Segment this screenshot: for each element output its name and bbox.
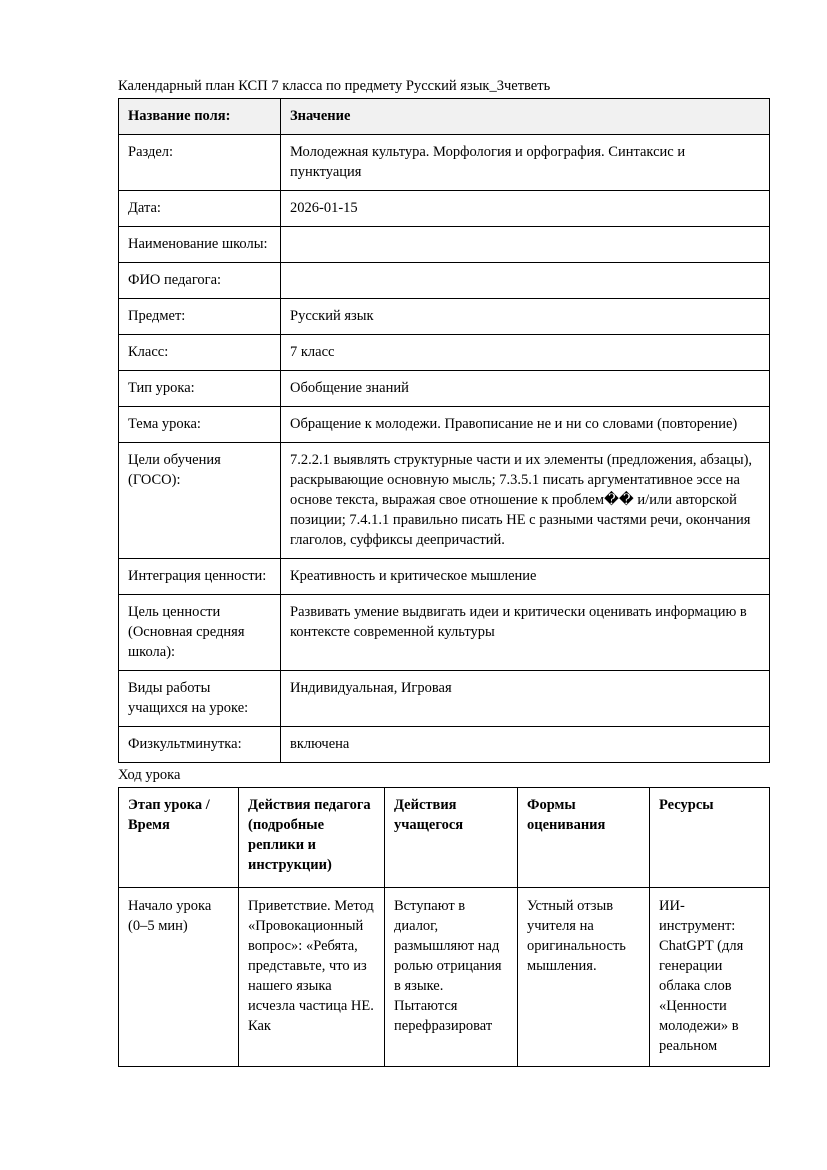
row-label: Тема урока: [119, 407, 281, 443]
header-value: Значение [281, 99, 770, 135]
row-label: Раздел: [119, 135, 281, 191]
row-value: 2026-01-15 [281, 191, 770, 227]
table-row [119, 727, 770, 763]
header-stage: Этап урока / Время [119, 788, 239, 888]
table-row [119, 263, 770, 299]
table-row [119, 299, 770, 335]
row-value: Обращение к молодежи. Правописание не и ни со словами (повторение) [281, 407, 770, 443]
table-row [119, 335, 770, 371]
table-row [119, 135, 770, 191]
header-field-name: Название поля: [119, 99, 281, 135]
row-label: Дата: [119, 191, 281, 227]
row-label: Виды работы учащихся на уроке: [119, 671, 281, 727]
header-resources: Ресурсы [650, 788, 770, 888]
header-teacher-actions: Действия педагога (подробные реплики и инструкции) [239, 788, 385, 888]
table-row [119, 191, 770, 227]
row-label: Тип урока: [119, 371, 281, 407]
header-student-actions: Действия учащегося [385, 788, 518, 888]
cell-teacher-actions: Приветствие. Метод «Провокационный вопрос»: «Ребята, представьте, что из нашего языка исчезла частица НЕ. Как [239, 888, 385, 1067]
table-row [119, 227, 770, 263]
table-row [119, 559, 770, 595]
table-row [119, 407, 770, 443]
row-value: Русский язык [281, 299, 770, 335]
row-label: Наименование школы: [119, 227, 281, 263]
page-title: Календарный план КСП 7 класса по предмету Русский язык_3четветь [118, 78, 551, 94]
lesson-info-table [118, 98, 770, 763]
row-value: 7.2.2.1 выявлять структурные части и их элементы (предложения, абзацы), раскрывающие основную мысль; 7.3.5.1 писать аргументативное эссе на основе текста, выражая свое отношение к проблем�� и/или авторской позиции; 7.4.1.1 правильно писать НЕ с разными частями речи, окончания глаголов, суффиксы деепричастий. [281, 443, 770, 559]
cell-stage: Начало урока (0–5 мин) [119, 888, 239, 1067]
table-row [119, 443, 770, 559]
row-value: Обобщение знаний [281, 371, 770, 407]
header-assessment-forms: Формы оценивания [518, 788, 650, 888]
row-label: Интеграция ценности: [119, 559, 281, 595]
cell-resources: ИИ-инструмент: ChatGPT (для генерации облака слов «Ценности молодежи» в реальном [650, 888, 770, 1067]
row-value: Индивидуальная, Игровая [281, 671, 770, 727]
row-value [281, 263, 770, 299]
row-value: Молодежная культура. Морфология и орфография. Синтаксис и пунктуация [281, 135, 770, 191]
table-row [119, 671, 770, 727]
row-label: Класс: [119, 335, 281, 371]
section-caption-lesson-flow: Ход урока [118, 767, 181, 783]
table-row [119, 371, 770, 407]
row-value: включена [281, 727, 770, 763]
lesson-flow-table [118, 787, 770, 1067]
row-value [281, 227, 770, 263]
row-value: Развивать умение выдвигать идеи и критически оценивать информацию в контексте современной культуры [281, 595, 770, 671]
row-label: ФИО педагога: [119, 263, 281, 299]
table-header-row [119, 99, 770, 135]
row-label: Предмет: [119, 299, 281, 335]
row-value: 7 класс [281, 335, 770, 371]
cell-assessment: Устный отзыв учителя на оригинальность мышления. [518, 888, 650, 1067]
table-header-row [119, 788, 770, 888]
row-label: Цели обучения (ГОСО): [119, 443, 281, 559]
row-label: Цель ценности (Основная средняя школа): [119, 595, 281, 671]
row-label: Физкультминутка: [119, 727, 281, 763]
table-row [119, 888, 770, 1067]
row-value: Креативность и критическое мышление [281, 559, 770, 595]
cell-student-actions: Вступают в диалог, размышляют над ролью отрицания в языке. Пытаются перефразироват [385, 888, 518, 1067]
table-row [119, 595, 770, 671]
